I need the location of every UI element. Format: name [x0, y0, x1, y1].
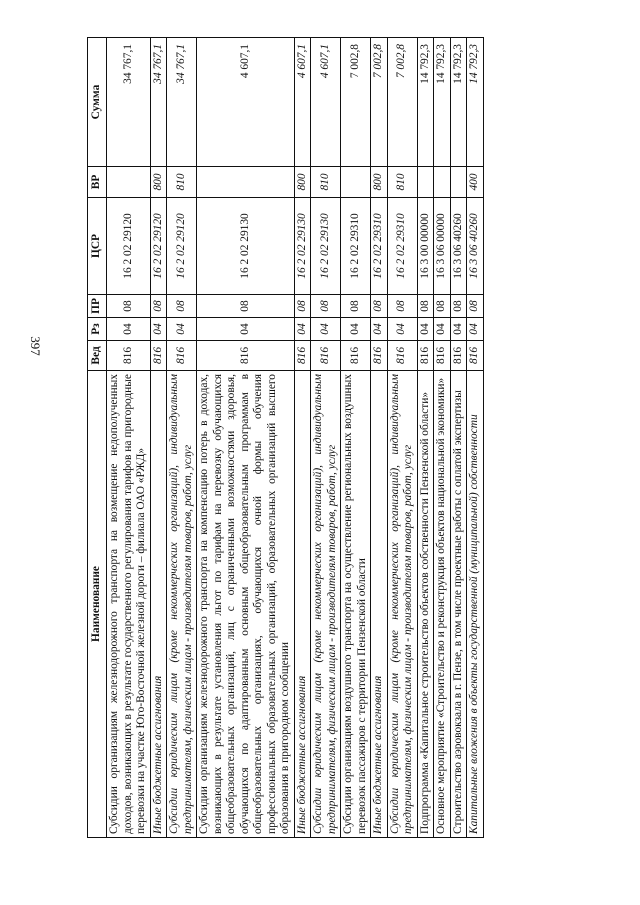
- cell-csr: 16 3 00 00000: [417, 198, 434, 295]
- cell-sum: 34 767,1: [107, 38, 151, 167]
- cell-sum: 34 767,1: [167, 38, 197, 167]
- cell-pr: 08: [311, 295, 341, 318]
- cell-vr: [434, 167, 451, 198]
- table-row: [467, 38, 484, 838]
- cell-name: Иные бюджетные ассигнования: [294, 371, 311, 838]
- cell-ved: 816: [387, 341, 417, 371]
- cell-pr: 08: [167, 295, 197, 318]
- header-rz: Рз: [88, 318, 107, 341]
- cell-vr: 800: [371, 167, 388, 198]
- header-name: Наименование: [88, 371, 107, 838]
- cell-sum: 14 792,3: [467, 38, 484, 167]
- cell-rz: 04: [467, 318, 484, 341]
- cell-name: Субсидии юридическим лицам (кроме некоммерческих организаций), индивидуальным предпринимателям, физическим лицам - производителям товаров, работ, услуг: [387, 371, 417, 838]
- cell-ved: 816: [294, 341, 311, 371]
- cell-ved: 816: [311, 341, 341, 371]
- cell-rz: 04: [387, 318, 417, 341]
- cell-name: Капитальные вложения в объекты государственной (муниципальной) собственности: [467, 371, 484, 838]
- cell-csr: 16 3 06 40260: [467, 198, 484, 295]
- cell-rz: 04: [107, 318, 151, 341]
- cell-vr: 810: [311, 167, 341, 198]
- cell-name: Субсидии юридическим лицам (кроме некоммерческих организаций), индивидуальным предпринимателям, физическим лицам - производителям товаров, работ, услуг: [311, 371, 341, 838]
- table-row: [387, 38, 417, 838]
- cell-vr: 800: [294, 167, 311, 198]
- cell-sum: 7 002,8: [371, 38, 388, 167]
- cell-name: Подпрограмма «Капитальное строительство объектов собственности Пензенской области»: [417, 371, 434, 838]
- cell-pr: 08: [197, 295, 295, 318]
- cell-ved: 816: [107, 341, 151, 371]
- cell-pr: 08: [387, 295, 417, 318]
- cell-name: Основное мероприятие «Строительство и реконструкция объектов национальной экономики»: [434, 371, 451, 838]
- cell-vr: [197, 167, 295, 198]
- cell-csr: 16 2 02 29120: [107, 198, 151, 295]
- cell-vr: 400: [467, 167, 484, 198]
- cell-rz: 04: [311, 318, 341, 341]
- budget-table: [87, 37, 484, 838]
- cell-rz: 04: [150, 318, 167, 341]
- table-row: [371, 38, 388, 838]
- table-row: [434, 38, 451, 838]
- table-row: [150, 38, 167, 838]
- cell-rz: 04: [417, 318, 434, 341]
- cell-vr: [341, 167, 371, 198]
- cell-sum: 7 002,8: [341, 38, 371, 167]
- header-vr: ВР: [88, 167, 107, 198]
- budget-table-container: [87, 38, 484, 838]
- cell-vr: 800: [150, 167, 167, 198]
- cell-rz: 04: [294, 318, 311, 341]
- table-row: [311, 38, 341, 838]
- cell-sum: 34 767,1: [150, 38, 167, 167]
- cell-name: Субсидии организациям воздушного транспорта на осуществление региональных воздушных перевозок пассажиров с территории Пензенской области: [341, 371, 371, 838]
- cell-vr: [417, 167, 434, 198]
- cell-vr: 810: [387, 167, 417, 198]
- table-row: [417, 38, 434, 838]
- cell-csr: 16 2 02 29130: [294, 198, 311, 295]
- cell-ved: 816: [341, 341, 371, 371]
- cell-csr: 16 2 02 29120: [167, 198, 197, 295]
- cell-ved: 816: [417, 341, 434, 371]
- cell-pr: 08: [434, 295, 451, 318]
- header-csr: ЦСР: [88, 198, 107, 295]
- page-number: 397: [28, 336, 43, 356]
- cell-rz: 04: [434, 318, 451, 341]
- table-header-row: [88, 38, 107, 838]
- cell-sum: 14 792,3: [434, 38, 451, 167]
- cell-csr: 16 2 02 29120: [150, 198, 167, 295]
- cell-ved: 816: [371, 341, 388, 371]
- cell-csr: 16 2 02 29130: [197, 198, 295, 295]
- table-body: [107, 38, 484, 838]
- cell-pr: 08: [341, 295, 371, 318]
- cell-ved: 816: [167, 341, 197, 371]
- cell-vr: 810: [167, 167, 197, 198]
- cell-pr: 08: [467, 295, 484, 318]
- cell-name: Строительство аэровокзала в г. Пензе, в том числе проектные работы с оплатой экспертизы: [450, 371, 467, 838]
- table-row: [341, 38, 371, 838]
- header-pr: ПР: [88, 295, 107, 318]
- header-ved: Вед: [88, 341, 107, 371]
- table-row: [167, 38, 197, 838]
- table-row: [197, 38, 295, 838]
- cell-sum: 4 607,1: [311, 38, 341, 167]
- cell-rz: 04: [341, 318, 371, 341]
- cell-name: Иные бюджетные ассигнования: [371, 371, 388, 838]
- cell-sum: 4 607,1: [197, 38, 295, 167]
- cell-name: Субсидии организациям железнодорожного транспорта на возмещение недополученных доходов, возникающих в результате государственного регулирования тарифов на пригородные перевозки на участке Юго-Восточной железной дороги – филиала ОАО «РЖД»: [107, 371, 151, 838]
- table-row: [294, 38, 311, 838]
- cell-csr: 16 2 02 29310: [371, 198, 388, 295]
- cell-pr: 08: [417, 295, 434, 318]
- cell-ved: 816: [450, 341, 467, 371]
- cell-rz: 04: [167, 318, 197, 341]
- cell-ved: 816: [434, 341, 451, 371]
- cell-pr: 08: [371, 295, 388, 318]
- cell-ved: 816: [467, 341, 484, 371]
- cell-sum: 14 792,3: [417, 38, 434, 167]
- cell-vr: [450, 167, 467, 198]
- cell-rz: 04: [450, 318, 467, 341]
- cell-ved: 816: [150, 341, 167, 371]
- cell-csr: 16 2 02 29310: [387, 198, 417, 295]
- cell-sum: 4 607,1: [294, 38, 311, 167]
- cell-sum: 14 792,3: [450, 38, 467, 167]
- cell-pr: 08: [294, 295, 311, 318]
- cell-rz: 04: [371, 318, 388, 341]
- cell-pr: 08: [150, 295, 167, 318]
- cell-name: Субсидии юридическим лицам (кроме некоммерческих организаций), индивидуальным предпринимателям, физическим лицам - производителям товаров, работ, услуг: [167, 371, 197, 838]
- cell-csr: 16 2 02 29310: [341, 198, 371, 295]
- cell-sum: 7 002,8: [387, 38, 417, 167]
- cell-pr: 08: [107, 295, 151, 318]
- cell-pr: 08: [450, 295, 467, 318]
- table-row: [450, 38, 467, 838]
- cell-csr: 16 2 02 29130: [311, 198, 341, 295]
- table-row: [107, 38, 151, 838]
- cell-name: Иные бюджетные ассигнования: [150, 371, 167, 838]
- header-sum: Сумма: [88, 38, 107, 167]
- cell-csr: 16 3 06 40260: [450, 198, 467, 295]
- cell-csr: 16 3 06 00000: [434, 198, 451, 295]
- cell-rz: 04: [197, 318, 295, 341]
- cell-name: Субсидии организациям железнодорожного транспорта на компенсацию потерь в доходах, возникающих в результате установления льгот по тарифам на перевозку обучающихся общеобразовательных организаций, лиц с ограниченными возможностями здоровья, обучающихся по адаптированным основным общеобразовательным программам в общеобразовательных организациях, обучающихся очной формы обучения профессиональных образовательных организаций, образовательных организаций высшего образования в пригородном сообщении: [197, 371, 295, 838]
- cell-vr: [107, 167, 151, 198]
- cell-ved: 816: [197, 341, 295, 371]
